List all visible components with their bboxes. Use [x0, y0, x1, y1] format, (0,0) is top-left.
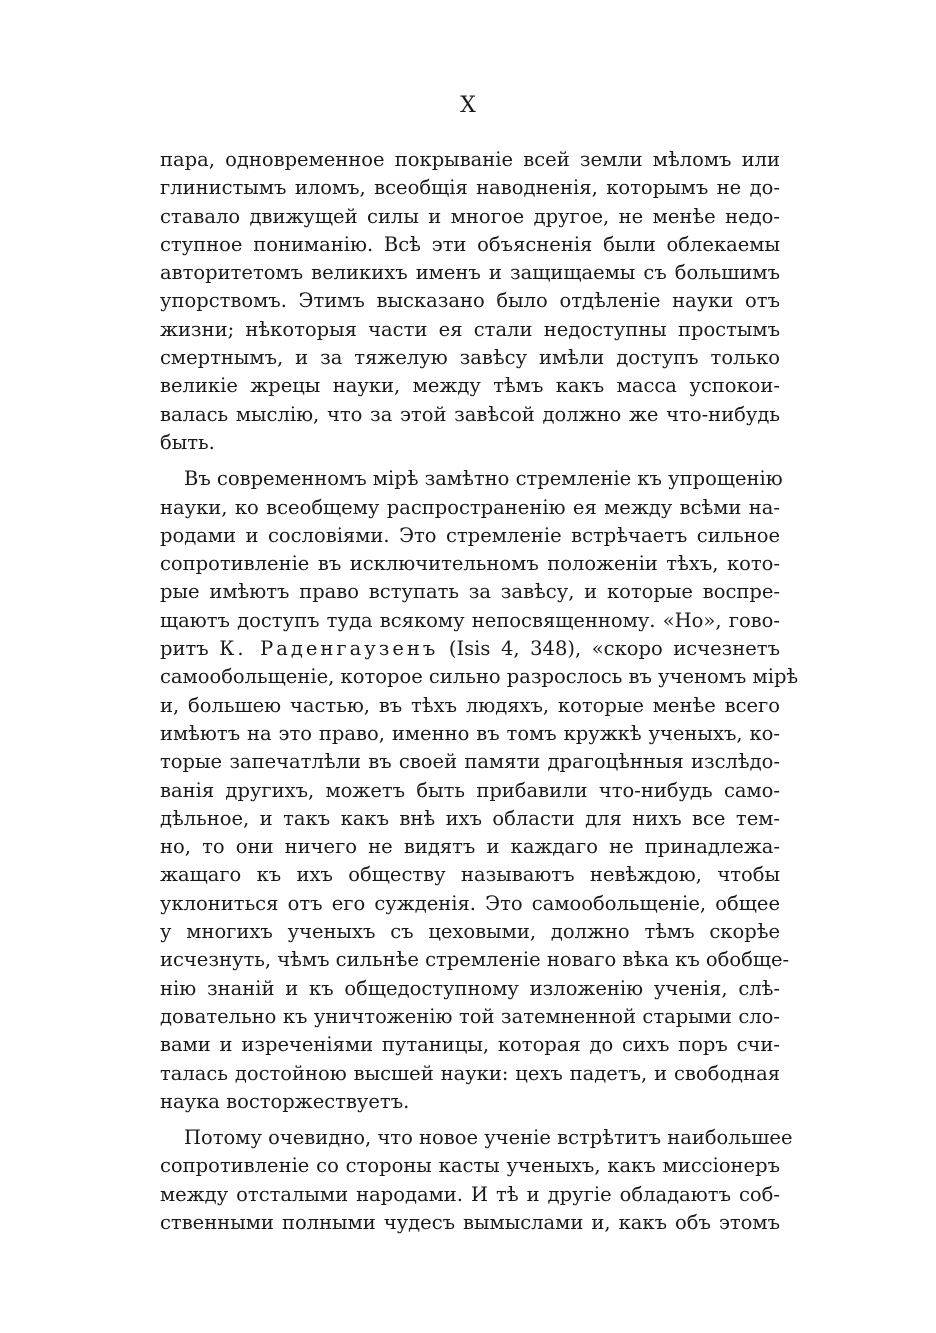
text-line: талась достойною высшей науки: цехъ падетъ, и свободная	[160, 1061, 780, 1085]
text-line: родами и сословіями. Это стремленіе встрѣчаетъ сильное	[160, 523, 780, 547]
text-line: упорствомъ. Этимъ высказано было отдѣленіе науки отъ	[160, 289, 780, 313]
text-line: жизни; нѣкоторыя части ея стали недоступны простымъ	[160, 317, 780, 341]
author-line-before: ритъ	[160, 637, 220, 661]
text-line: уклониться отъ его сужденія. Это самообольщеніе, общее	[160, 891, 780, 915]
paragraph-2	[160, 465, 799, 1116]
text-line: но, то они ничего не видятъ и каждаго не принадлежа-	[160, 835, 780, 859]
text-line: торые запечатлѣли въ своей памяти драгоцѣнныя изслѣдо-	[160, 750, 780, 774]
text-line: нію знаній и къ общедоступному изложенію ученія, слѣ-	[160, 976, 780, 1000]
text-line: самообольщеніе, которое сильно разрослось въ ученомъ мірѣ	[160, 665, 799, 689]
text-line: имѣютъ на это право, именно въ томъ кружкѣ ученыхъ, ко-	[160, 721, 780, 745]
text-line: смертнымъ, и за тяжелую завѣсу имѣли доступъ только	[160, 346, 780, 370]
text-line: жащаго къ ихъ обществу называютъ невѣждою, чтобы	[160, 863, 780, 887]
text-line: валась мыслію, что за этой завѣсой должно же что-нибудь	[160, 402, 780, 426]
text-line: ставало движущей силы и многое другое, не менѣе недо-	[160, 204, 780, 228]
text-line: глинистымъ иломъ, всеобщія наводненія, которымъ не до-	[160, 176, 780, 200]
paragraph-3	[160, 1124, 793, 1237]
text-line: наука восторжествуетъ.	[160, 1089, 410, 1113]
text-line: сопротивленіе въ исключительномъ положеніи тѣхъ, кото-	[160, 552, 780, 576]
text-line: быть.	[160, 430, 215, 454]
paragraph-1	[160, 146, 780, 457]
text-line: великіе жрецы науки, между тѣмъ какъ масса успокои-	[160, 374, 780, 398]
text-line: науки, ко всеобщему распространенію ея между всѣми на-	[160, 495, 780, 519]
author-name: К. Раденгаузенъ	[219, 637, 439, 661]
text-line: щаютъ доступъ туда всякому непосвященному. «Но», гово-	[160, 608, 780, 632]
page-number: X	[460, 93, 476, 118]
text-line: сопротивленіе со стороны касты ученыхъ, какъ миссіонеръ	[160, 1154, 780, 1178]
text-line: ственными полными чудесъ вымыслами и, какъ объ этомъ	[160, 1210, 780, 1234]
text-line: между отсталыми народами. И тѣ и другіе обладаютъ соб-	[160, 1182, 780, 1206]
author-line-after: (Isis 4, 348), «скоро исчезнетъ	[438, 637, 780, 661]
text-line: дѣльное, и такъ какъ внѣ ихъ области для нихъ все тем-	[160, 806, 780, 830]
text-line: авторитетомъ великихъ именъ и защищаемы съ большимъ	[160, 261, 780, 285]
text-line-with-author	[160, 635, 780, 663]
text-line: ванія другихъ, можетъ быть прибавили что-нибудь само-	[160, 778, 780, 802]
text-line: ступное пониманію. Всѣ эти объясненія были облекаемы	[160, 232, 780, 256]
text-line: Въ современномъ мірѣ замѣтно стремленіе къ упрощенію	[184, 467, 783, 491]
text-line: довательно къ уничтоженію той затемненной старыми сло-	[160, 1004, 780, 1028]
text-line: и, большею частью, въ тѣхъ людяхъ, которые менѣе всего	[160, 693, 780, 717]
page-text	[160, 146, 799, 1237]
text-line: рые имѣютъ право вступать за завѣсу, и которые воспре-	[160, 580, 780, 604]
text-line: Потому очевидно, что новое ученіе встрѣтитъ наибольшее	[184, 1126, 793, 1150]
text-line: вами и изреченіями путаницы, которая до сихъ поръ счи-	[160, 1033, 780, 1057]
text-line: пара, одновременное покрываніе всей земли мѣломъ или	[160, 148, 780, 171]
text-line: исчезнуть, чѣмъ сильнѣе стремленіе новаго вѣка къ обобще-	[160, 948, 790, 972]
text-line: у многихъ ученыхъ съ цеховыми, должно тѣмъ скорѣе	[160, 920, 780, 944]
